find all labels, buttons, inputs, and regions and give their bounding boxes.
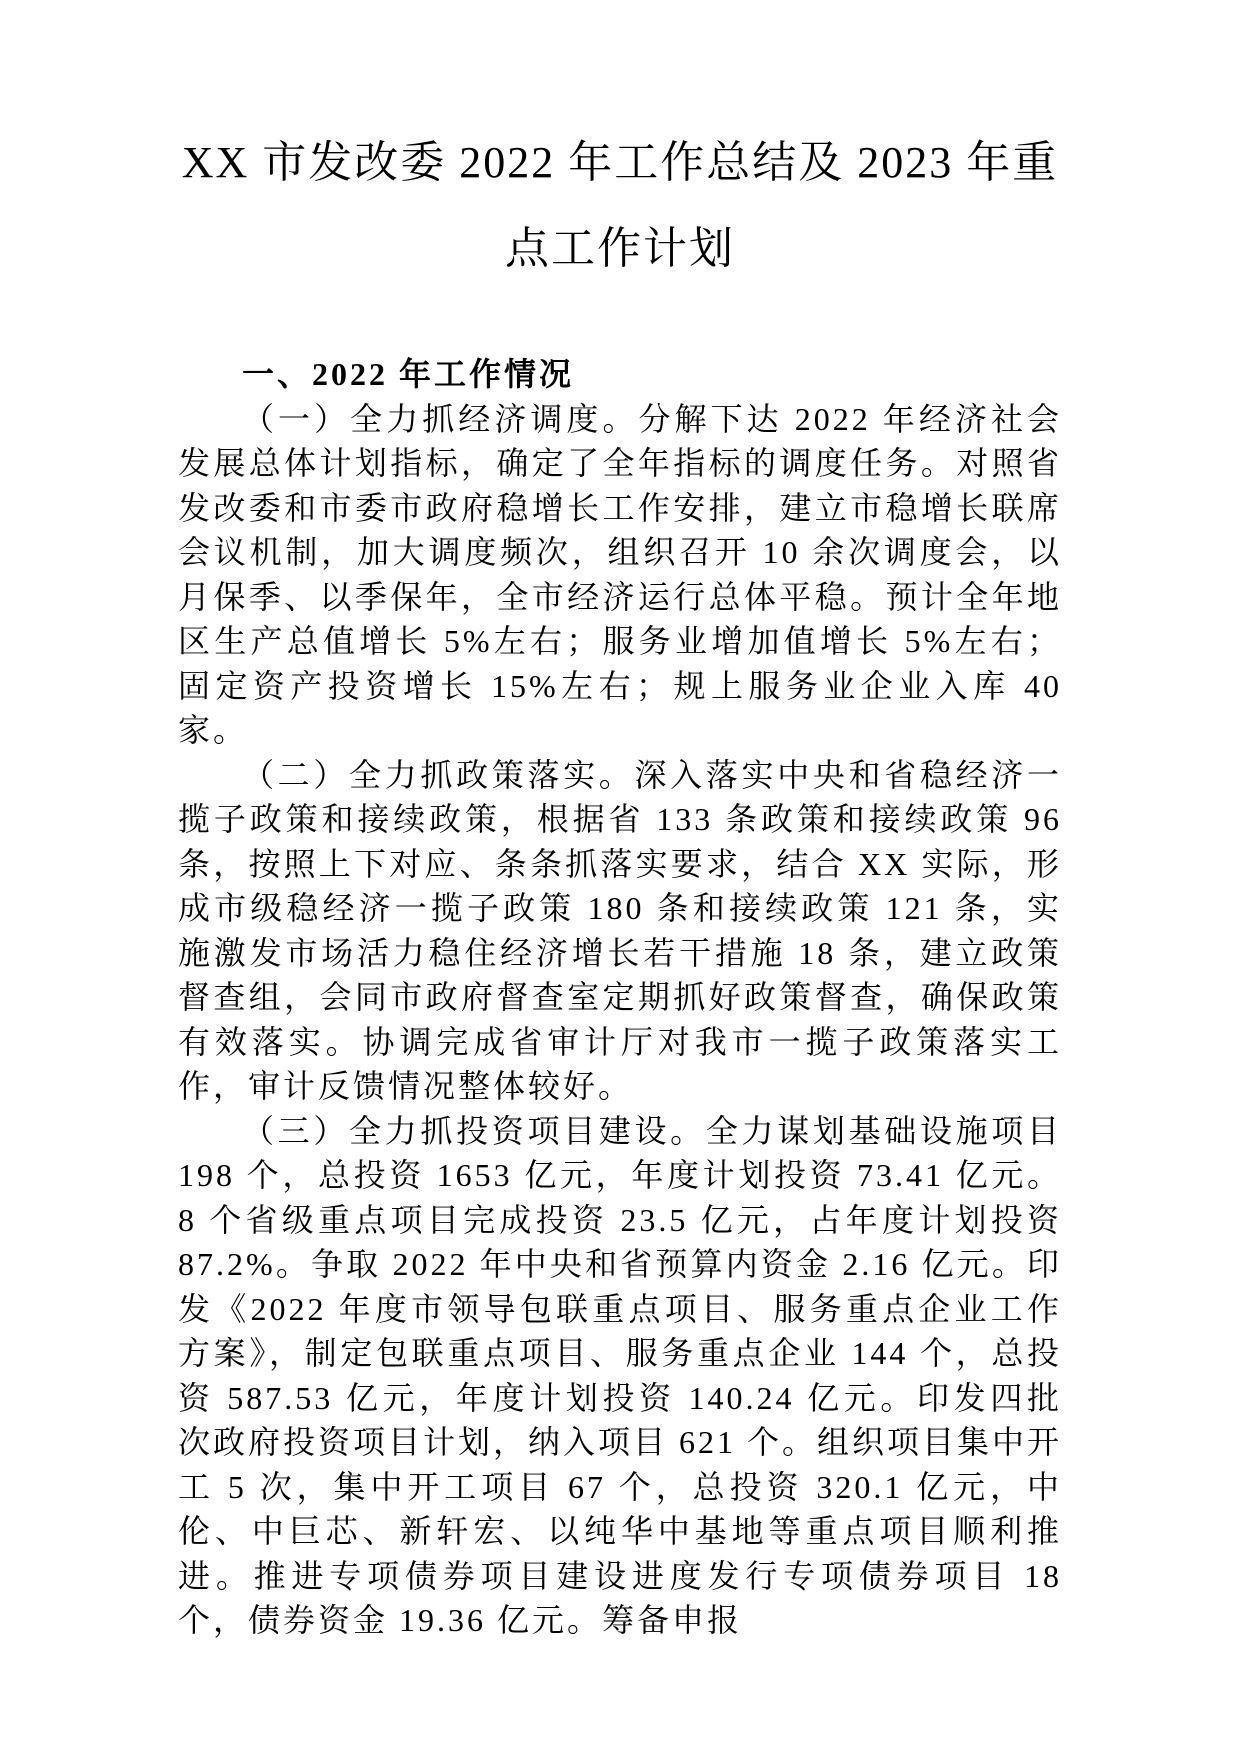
document-title: XX 市发改委 2022 年工作总结及 2023 年重点工作计划 (181, 138, 1059, 273)
paragraph-investment-projects: （三）全力抓投资项目建设。全力谋划基础设施项目 198 个，总投资 1653 亿元，年度计划投资 73.41 亿元。8 个省级重点项目完成投资 23.5 亿元，占年度计划投资 87.2%。争取 2022 年中央和省预算内资金 2.16 亿元。印发《2022 年度市领导包联重点项目、服务重点企业工作方案》，制定包联重点项目、服务重点企业 144 个，总投资 587.53 亿元，年度计划投资 140.24 亿元。印发四批次政府投资项目计划，纳入项目 621 个。组织项目集中开工 5 次，集中开工项目 67 个，总投资 320.1 亿元，中伦、中巨芯、新轩宏、以纯华中基地等重点项目顺利推进。推进专项债券项目建设进度发行专项债券项目 18 个，债券资金 19.36 亿元。筹备申报 (178, 1112, 1063, 1638)
section-heading-2022-work: 一、2022 年工作情况 (242, 356, 575, 392)
paragraph-policy-implementation: （二）全力抓政策落实。深入落实中央和省稳经济一揽子政策和接续政策，根据省 133 条政策和接续政策 96 条，按照上下对应、条条抓落实要求，结合 XX 实际，形成市级稳经济一揽子政策 180 条和接续政策 121 条，实施激发市场活力稳住经济增长若干措施 18 条，建立政策督查组，会同市政府督查室定期抓好政策督查，确保政策有效落实。协调完成省审计厅对我市一揽子政策落实工作，审计反馈情况整体较好。 (178, 756, 1062, 1104)
document-body (178, 352, 1062, 1643)
paragraph-economic-dispatch: （一）全力抓经济调度。分解下达 2022 年经济社会发展总体计划指标，确定了全年指标的调度任务。对照省发改委和市委市政府稳增长工作安排，建立市稳增长联席会议机制，加大调度频次，组织召开 10 余次调度会，以月保季、以季保年，全市经济运行总体平稳。预计全年地区生产总值增长 5%左右；服务业增加值增长 5%左右；固定资产投资增长 15%左右；规上服务业企业入库 40 家。 (178, 400, 1062, 748)
